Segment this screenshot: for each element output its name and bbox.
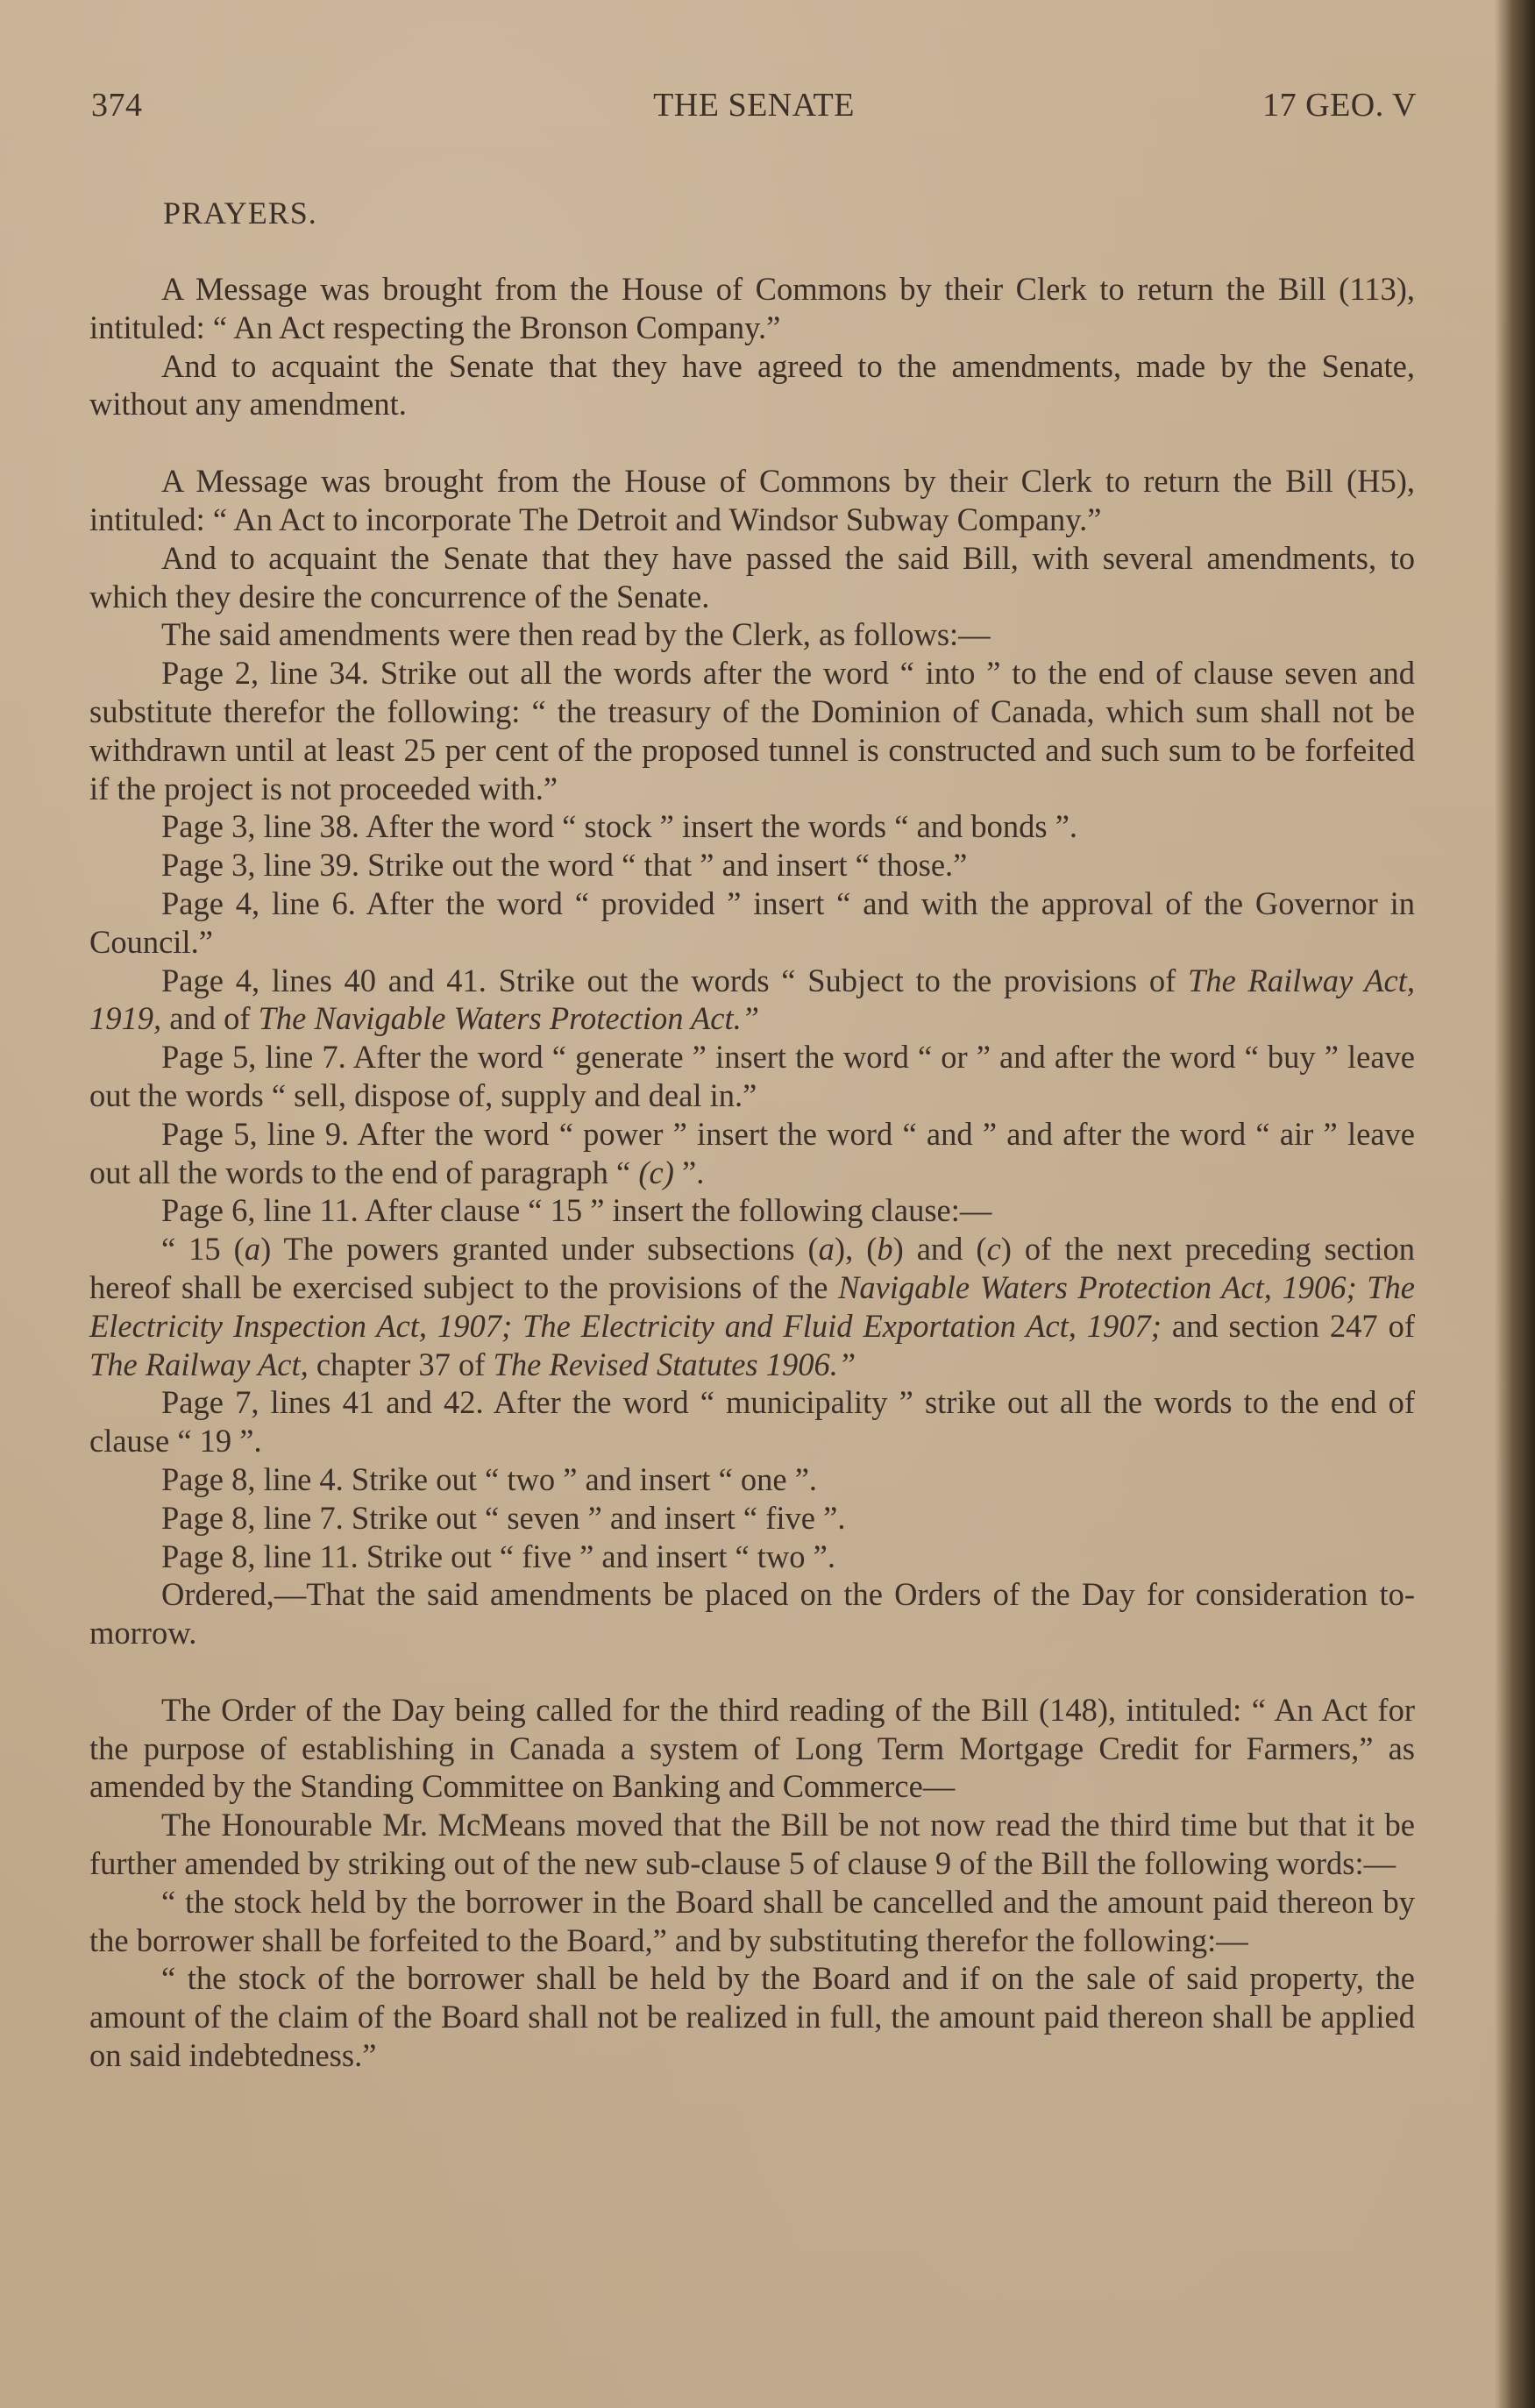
paragraph: Ordered,—That the said amendments be placed on the Orders of the Day for consideration to-morrow.	[89, 1576, 1415, 1652]
section-heading: PRAYERS.	[163, 195, 317, 231]
body-text	[89, 270, 1415, 2075]
paragraph: Page 6, line 11. After clause “ 15 ” insert the following clause:—	[161, 1192, 992, 1229]
paragraph: And to acquaint the Senate that they have agreed to the amendments, made by the Senate, without any amendment.	[89, 347, 1415, 423]
paragraph: Page 5, line 7. After the word “ generate ” insert the word “ or ” and after the word “ buy ” leave out the words “ sell, dispose of, supply and deal in.”	[89, 1039, 1415, 1113]
italic-run: (c)	[638, 1154, 674, 1190]
paragraph: “ the stock of the borrower shall be held by the Board and if on the sale of said property, the amount of the claim of the Board shall not be realized in full, the amount paid thereon shall be applied on said indebtedness.”	[89, 1960, 1415, 2074]
paragraph: Page 8, line 4. Strike out “ two ” and insert “ one ”.	[161, 1460, 818, 1497]
paragraph: Page 7, lines 41 and 42. After the word “ municipality ” strike out all the words to the end of clause “ 19 ”.	[89, 1384, 1415, 1460]
running-header	[91, 86, 1417, 126]
italic-run: The Railway Act, 1919,	[89, 962, 1416, 1037]
text-run: Page 4, lines 40 and 41. Strike out the words “ Subject to the provisions of	[161, 962, 1189, 998]
italic-run: a	[818, 1231, 835, 1268]
text-run: ) and (	[892, 1231, 987, 1268]
text-run: chapter 37 of	[308, 1346, 494, 1382]
paragraph	[89, 962, 1415, 1039]
page-edge-shadow	[1495, 0, 1535, 2408]
text-run: ) The powers granted under subsections (	[260, 1231, 819, 1268]
page-number: 374	[91, 87, 143, 124]
paragraph: Page 8, line 7. Strike out “ seven ” and insert “ five ”.	[161, 1499, 846, 1536]
header-session: 17 GEO. V	[1262, 87, 1417, 124]
paragraph: The said amendments were then read by the Clerk, as follows:—	[161, 616, 991, 653]
italic-run: a	[244, 1231, 261, 1268]
text-run: Page 5, line 9. After the word “ power ” insert the word “ and ” and after the word “ air ” leave out all the words to the end of paragraph “	[89, 1115, 1415, 1190]
text-run: and section 247 of	[1161, 1307, 1415, 1344]
paragraph: Page 3, line 38. After the word “ stock ” insert the words “ and bonds ”.	[161, 808, 1078, 845]
paragraph: And to acquaint the Senate that they have passed the said Bill, with several amendments, to which they desire the concurrence of the Senate.	[89, 539, 1415, 614]
paragraph: The Honourable Mr. McMeans moved that the Bill be not now read the third time but that it be further amended by striking out of the new sub-clause 5 of clause 9 of the Bill the following words:—	[89, 1807, 1415, 1882]
italic-run: Navigable Waters Protection Act, 1906; The Electricity Inspection Act, 1907; The Electricity and Fluid Exportation Act, 1907;	[89, 1268, 1415, 1344]
paragraph: Page 2, line 34. Strike out all the words after the word “ into ” to the end of clause seven and substitute therefor the following: “ the treasury of the Dominion of Canada, which sum shall not be withdrawn until at least 25 per cent of the proposed tunnel is constructed and such sum to be forfeited if the project is not proceeded with.”	[89, 655, 1415, 806]
paragraph: The Order of the Day being called for the third reading of the Bill (148), intituled: “ An Act for the purpose of establishing in Canada a system of Long Term Mortgage Credit for Farmers,” as amended by the Standing Committee on Banking and Commerce—	[89, 1691, 1415, 1805]
header-title: THE SENATE	[653, 87, 855, 124]
italic-run: The Railway Act,	[89, 1346, 309, 1382]
paragraph: A Message was brought from the House of Commons by their Clerk to return the Bill (H5), intituled: “ An Act to incorporate The Detroit and Windsor Subway Company.”	[89, 463, 1415, 537]
paragraph	[89, 1230, 1415, 1383]
text-run: ”.	[673, 1154, 705, 1190]
paragraph: “ the stock held by the borrower in the Board shall be cancelled and the amount paid thereon by the borrower shall be forfeited to the Board,” and by substituting therefor the following:—	[89, 1883, 1415, 1958]
paragraph: Page 8, line 11. Strike out “ five ” and insert “ two ”.	[161, 1538, 835, 1574]
text-run: and of	[161, 1000, 259, 1037]
paragraph: A Message was brought from the House of Commons by their Clerk to return the Bill (113), intituled: “ An Act respecting the Bronson Company.”	[89, 271, 1415, 345]
italic-run: The Navigable Waters Protection Act.”	[258, 1000, 760, 1037]
italic-run: c	[986, 1231, 1001, 1268]
italic-run: The Revised Statutes 1906.”	[493, 1346, 856, 1382]
paragraph	[89, 1115, 1415, 1192]
paragraph: Page 3, line 39. Strike out the word “ that ” and insert “ those.”	[161, 847, 968, 884]
text-run: “ 15 (	[161, 1231, 245, 1268]
text-run: ), (	[834, 1231, 878, 1268]
italic-run: b	[877, 1231, 893, 1268]
paragraph: Page 4, line 6. After the word “ provided ” insert “ and with the approval of the Governor in Council.”	[89, 884, 1415, 960]
text-run: ) of the next preceding section hereof shall be exercised subject to the provisions of the	[89, 1231, 1415, 1305]
